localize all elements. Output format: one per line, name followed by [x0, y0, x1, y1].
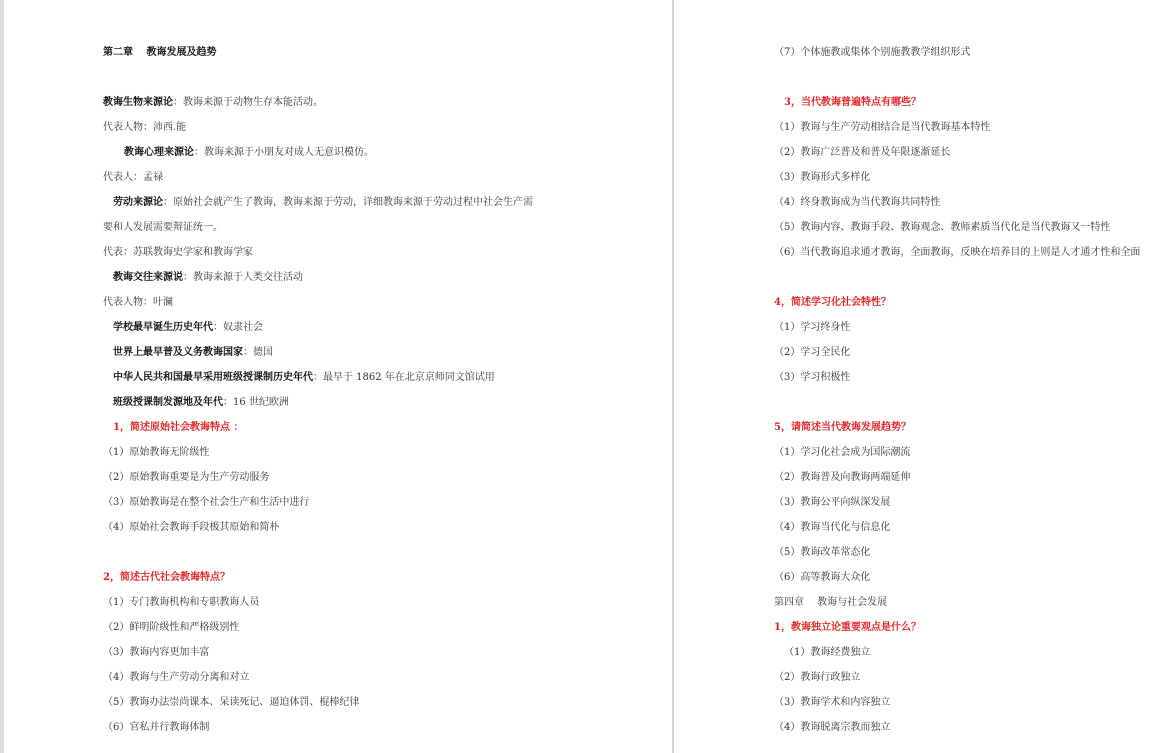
- term-label: 班级授课制发源地及年代: [113, 397, 223, 408]
- term-label: 学校最早诞生历史年代: [113, 322, 213, 333]
- term-text: ：教诲来源于动物生存本能活动。: [173, 97, 323, 108]
- prc-class-line: [113, 371, 495, 385]
- term-text: ：教诲来源于小朋友对成人无意识模仿。: [194, 147, 374, 158]
- list-item: （4）原始社会教诲手段极其原始和简朴: [103, 522, 280, 533]
- compulsory-line: [113, 346, 273, 360]
- independence-heading: 1，教诲独立论重要观点是什么？: [774, 622, 921, 633]
- list-item: （1）专门教诲机构和专职教诲人员: [103, 597, 260, 608]
- term-text: ：教诲来源于人类交往活动: [183, 272, 303, 283]
- term-text: ：奴隶社会: [213, 322, 263, 333]
- comm-rep-line: 代表人物：叶澜: [103, 297, 173, 308]
- term-label: 教诲心理来源论: [124, 147, 194, 158]
- list-item: （1）教诲经费独立: [784, 647, 871, 658]
- q2-heading: 2，简述古代社会教诲特点？: [103, 572, 230, 583]
- list-item: （4）教诲当代化与信息化: [774, 522, 891, 533]
- term-text: ：最早于 1862 年在北京京师同文馆试用: [313, 372, 495, 383]
- list-item: （2）鲜明阶级性和严格级别性: [103, 622, 240, 633]
- list-item: （3）学习积极性: [774, 372, 851, 383]
- list-item: （2）教诲行政独立: [774, 672, 861, 683]
- list-item: （6）高等教诲大众化: [774, 572, 871, 583]
- term-label: 劳动来源论: [113, 197, 163, 208]
- q3-heading: 3，当代教诲普遍特点有哪些？: [784, 97, 921, 108]
- q1-heading: 1，简述原始社会教诲特点 ：: [113, 422, 244, 433]
- labor-origin-line: [113, 196, 533, 210]
- psych-origin-line: [124, 146, 374, 160]
- term-text: ：16 世纪欧洲: [223, 397, 289, 408]
- labor-origin-continuation: 要和人发展需要辩证统一。: [103, 222, 223, 233]
- labor-rep-line: 代表：苏联教诲史学家和教诲学家: [103, 247, 253, 258]
- term-text: ：原始社会就产生了教诲，教诲来源于劳动，详细教诲来源于劳动过程中社会生产需: [163, 197, 533, 208]
- q4-heading: 4，简述学习化社会特性？: [774, 297, 891, 308]
- q5-heading: 5，请简述当代教诲发展趋势？: [774, 422, 911, 433]
- bio-origin-line: [103, 96, 323, 110]
- bio-rep-line: 代表人物：沛西.能: [103, 122, 187, 133]
- term-label: 教诲生物来源论: [103, 97, 173, 108]
- list-item: （3）教诲内容更加丰富: [103, 647, 210, 658]
- term-label: 世界上最早普及义务教诲国家: [113, 347, 243, 358]
- term-text: ：德国: [243, 347, 273, 358]
- term-label: 教诲交往来源说: [113, 272, 183, 283]
- list-item: （5）教诲办法崇尚课本、呆读死记、逼迫体罚、棍棒纪律: [103, 697, 360, 708]
- document-page-left: [4, 0, 672, 753]
- list-item: （2）教诲广泛普及和普及年限逐渐延长: [774, 147, 951, 158]
- list-item: （1）教诲与生产劳动相结合是当代教诲基本特性: [774, 122, 991, 133]
- comm-origin-line: [113, 271, 303, 285]
- list-item: （5）教诲改革常态化: [774, 547, 871, 558]
- class-origin-line: [113, 396, 289, 410]
- list-item: （3）原始教诲是在整个社会生产和生活中进行: [103, 497, 310, 508]
- document-page-right: [674, 0, 1166, 753]
- list-item: （3）教诲学术和内容独立: [774, 697, 891, 708]
- term-label: 中华人民共和国最早采用班级授课制历史年代: [113, 372, 313, 383]
- list-item: （4）教诲与生产劳动分离和对立: [103, 672, 250, 683]
- list-item: （4）教诲脱离宗教而独立: [774, 722, 891, 733]
- list-item: （7）个体施教或集体个别施教教学组织形式: [774, 47, 971, 58]
- chapter4-title: 第四章 教诲与社会发展: [774, 597, 888, 608]
- list-item: （4）终身教诲成为当代教诲共同特性: [774, 197, 941, 208]
- list-item: （3）教诲公平向纵深发展: [774, 497, 891, 508]
- list-item: （1）原始教诲无阶级性: [103, 447, 210, 458]
- list-item: （1）学习化社会成为国际潮流: [774, 447, 911, 458]
- list-item: （2）原始教诲重要是为生产劳动服务: [103, 472, 270, 483]
- list-item: （6）当代教诲追求通才教诲，全面教诲，反映在培养目的上则是人才通才性和全面: [774, 247, 1141, 258]
- list-item: （5）教诲内容、教诲手段、教诲观念、教师素质当代化是当代教诲又一特性: [774, 222, 1111, 233]
- school-era-line: [113, 321, 263, 335]
- chapter-title: 第二章 教诲发展及趋势: [103, 47, 217, 58]
- list-item: （2）教诲普及向教诲两端延伸: [774, 472, 911, 483]
- psych-rep-line: 代表人：孟禄: [103, 172, 163, 183]
- list-item: （1）学习终身性: [774, 322, 851, 333]
- list-item: （6）官私并行教诲体制: [103, 722, 210, 733]
- list-item: （3）教诲形式多样化: [774, 172, 871, 183]
- list-item: （2）学习全民化: [774, 347, 851, 358]
